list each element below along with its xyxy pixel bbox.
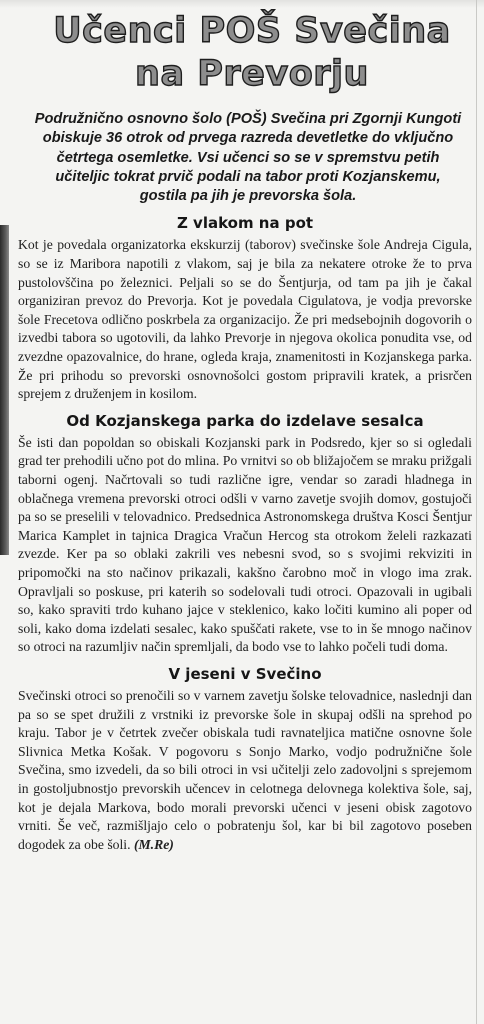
scan-left-edge	[0, 225, 9, 555]
section-body-1: Kot je povedala organizatorka ekskurzij (taborov) svečinske šole Andreja Cigula, so se iz Maribora napotili z vlakom, saj je bila za nekatere otroke že to prva pustolovščina po železnici. Peljali so se do Šentjurja, od tam pa jih je čakal organiziran prevoz do Prevorja. Kot je povedala Cigulatova, je vodja prevorske šole Frecetova odlično poskrbela za organizacijo. Že pri medsebojnih dogovorih o izvedbi tabora so ugotovili, da lahko Prevorje in njegova okolica ponudita vse, od zvezdne opazovalnice, do hrane, ogleda kraja, znamenitosti in Kozjanskega parka. Že pri prihodu so prevorski osnovnošolci gostom pripravili kratek, a prisrčen sprejem z druženjem in kosilom.	[18, 237, 472, 402]
scan-top-shadow	[0, 0, 484, 8]
newspaper-article	[16, 10, 474, 854]
title-line-2: na Prevorju	[135, 54, 369, 94]
author-signature: (M.Re)	[133, 836, 174, 852]
article-title	[16, 10, 474, 96]
scan-margin-line	[476, 0, 477, 1024]
section-body-2: Še isti dan popoldan so obiskali Kozjanski park in Podsredo, kjer so si ogledali grad ter prehodili učno pot do mlina. Po vrnitvi so ob bližajočem se mraku prižgali taborni ogenj. Načrtovali so tudi različne igre, vendar so zaradi hladnega in oblačnega vremena prevorski otroci odšli v varno zavetje svojih domov, gostujoči pa so se preselili v telovadnico. Predsednica Astronomskega društva Kosci Šentjur Marica Kamplet in tajnica Dragica Vračun Hercog sta otrokom želeli razkazati zvezde. Ker pa so oblaki zakrili ves nebesni svod, so s svojimi rekviziti in pripomočki na sto načinov prikazali, kakšno čarobno moč in vlogo ima zrak. Opravljali so poskuse, pri katerih so sodelovali tudi otroci. Opazovali in ugibali so, kako spraviti trdo kuhano jajce v steklenico, kako ločiti kumino ali poper od soli, kako doma izdelati sesalec, kako spuščati rakete, vse to in še mnogo načinov so otroci na razumljiv način spremljali, da bodo vse to lahko počeli tudi doma.	[18, 434, 472, 655]
title-line-1: Učenci POŠ Svečina	[53, 11, 451, 51]
section-heading-3: V jeseni v Svečino	[168, 664, 322, 683]
section-body-3-text: Svečinski otroci so prenočili so v varnem zavetju šolske telovadnice, naslednji dan pa so se spet družili z vrstniki iz prevorske šole in skupaj odšli na sprehod po kraju. Tabor je v četrtek zvečer obiskala tudi ravnateljica matične osnovne šole Slivnica Metka Košak. V pogovoru s Sonjo Marko, vodjo podružnične šole Svečina, smo izvedeli, da so bili otroci in vsi učitelji zelo zadovoljni s sprejemom in gostoljubnostjo prevorskih učencev in celotnega delovnega kolektiva šole, saj, kot je dejala Markova, bodo morali prevorski učenci v jeseni obisk zagotovo vrniti. Še več, razmišljajo celo o pobratenju šol, kar bi bil zagotovo poseben dogodek za obe šoli.	[18, 687, 472, 852]
section-heading-1: Z vlakom na pot	[176, 214, 314, 233]
section-body-3	[16, 687, 474, 854]
section-heading-2: Od Kozjanskega parka do izdelave sesalca	[66, 411, 424, 430]
article-lead: Podružnično osnovno šolo (POŠ) Svečina pri Zgornji Kungoti obiskuje 36 otrok od prvega razreda devetletke do vključno četrtega osemletke. Vsi učenci so se v spremstvu petih učiteljic tokrat prvič podali na tabor proti Kozjanskemu, gostila pa jih je prevorska šola.	[34, 111, 462, 205]
